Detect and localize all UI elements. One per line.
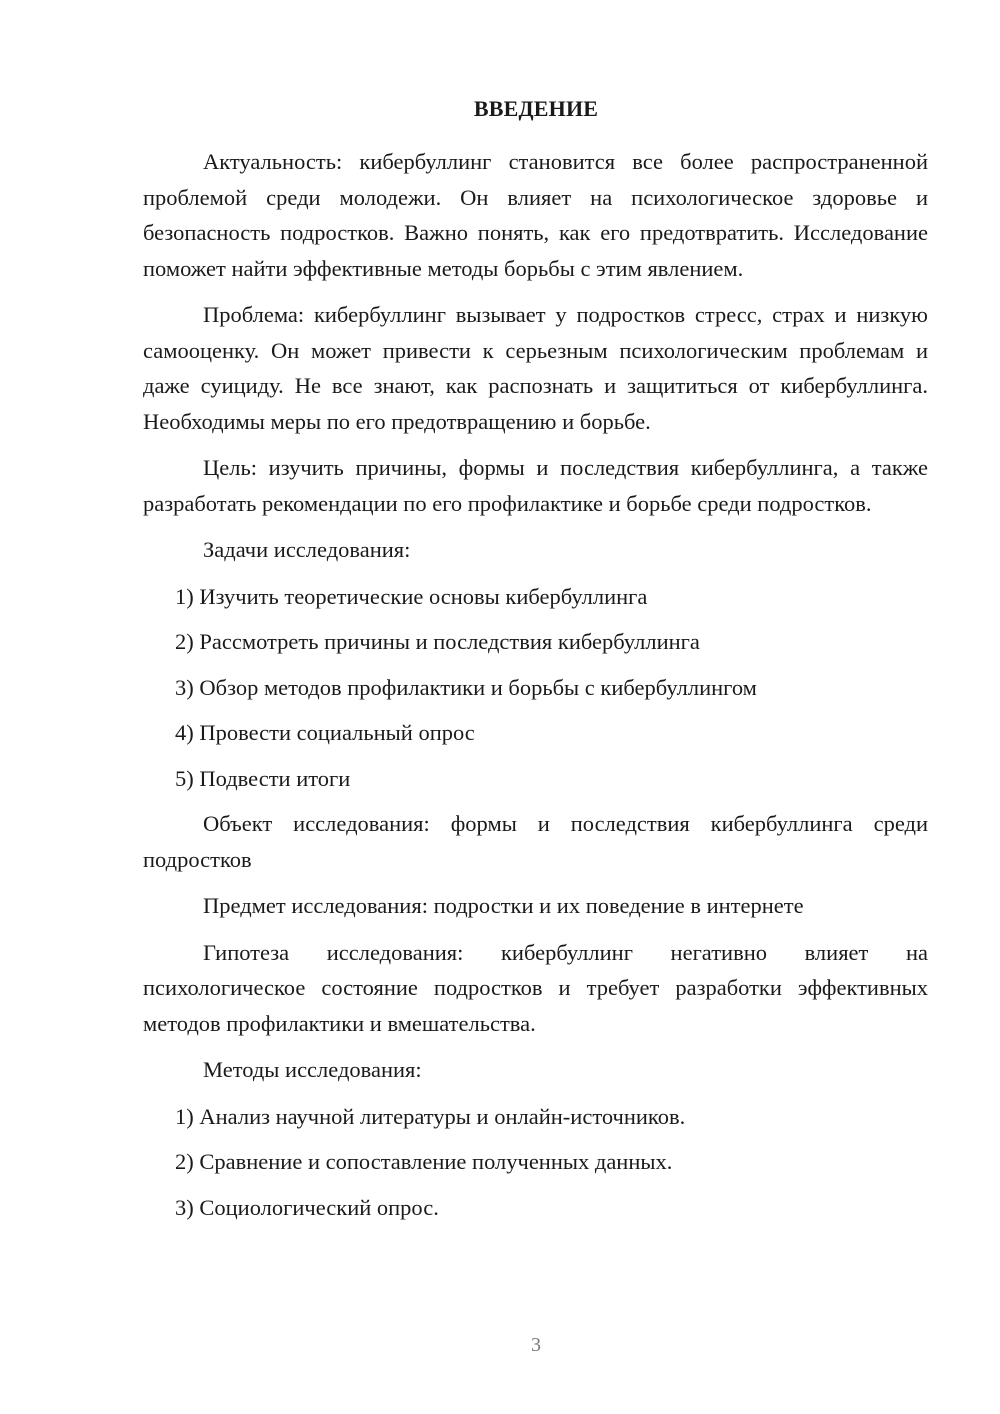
method-item: 2) Сравнение и сопоставление полученных данных.	[175, 1149, 673, 1174]
hypothesis-paragraph: Гипотеза исследования: кибербуллинг негативно влияет на психологическое состояние подростков и требует разработки эффективных методов профилактики и вмешательства.	[143, 939, 928, 1036]
method-item: 3) Социологический опрос.	[175, 1194, 439, 1220]
problem-paragraph: Проблема: кибербуллинг вызывает у подростков стресс, страх и низкую самооценку. Он может привести к серьезным психологическим проблемам и даже суициду. Не все знают, как распознать и защититься от кибербуллинга. Необходимы меры по его предотвращению и борьбе.	[143, 302, 928, 434]
method-item: 1) Анализ научной литературы и онлайн-источников.	[175, 1103, 686, 1129]
methods-title: Методы исследования:	[203, 1057, 422, 1082]
tasks-title: Задачи исследования:	[203, 537, 411, 562]
page-number: 3	[531, 1334, 541, 1356]
task-item: 1) Изучить теоретические основы кибербуллинга	[175, 583, 648, 609]
subject-paragraph: Предмет исследования: подростки и их поведение в интернете	[203, 893, 804, 918]
task-item: 2) Рассмотреть причины и последствия кибербуллинга	[175, 629, 700, 654]
goal-paragraph: Цель: изучить причины, формы и последствия кибербуллинга, а также разработать рекомендации по его профилактике и борьбе среди подростков.	[143, 455, 928, 516]
relevance-paragraph: Актуальность: кибербуллинг становится все более распространенной проблемой среди молодежи. Он влияет на психологическое здоровье и безопасность подростков. Важно понять, как его предотвратить. Исследование поможет найти эффективные методы борьбы с этим явлением.	[143, 149, 928, 281]
object-paragraph: Объект исследования: формы и последствия кибербуллинга среди подростков	[143, 811, 928, 872]
task-item: 3) Обзор методов профилактики и борьбы с кибербуллингом	[175, 674, 757, 700]
task-item: 4) Провести социальный опрос	[175, 720, 475, 745]
document-body	[143, 144, 928, 1235]
task-item: 5) Подвести итоги	[175, 765, 351, 791]
page-title: ВВЕДЕНИЕ	[473, 96, 599, 121]
